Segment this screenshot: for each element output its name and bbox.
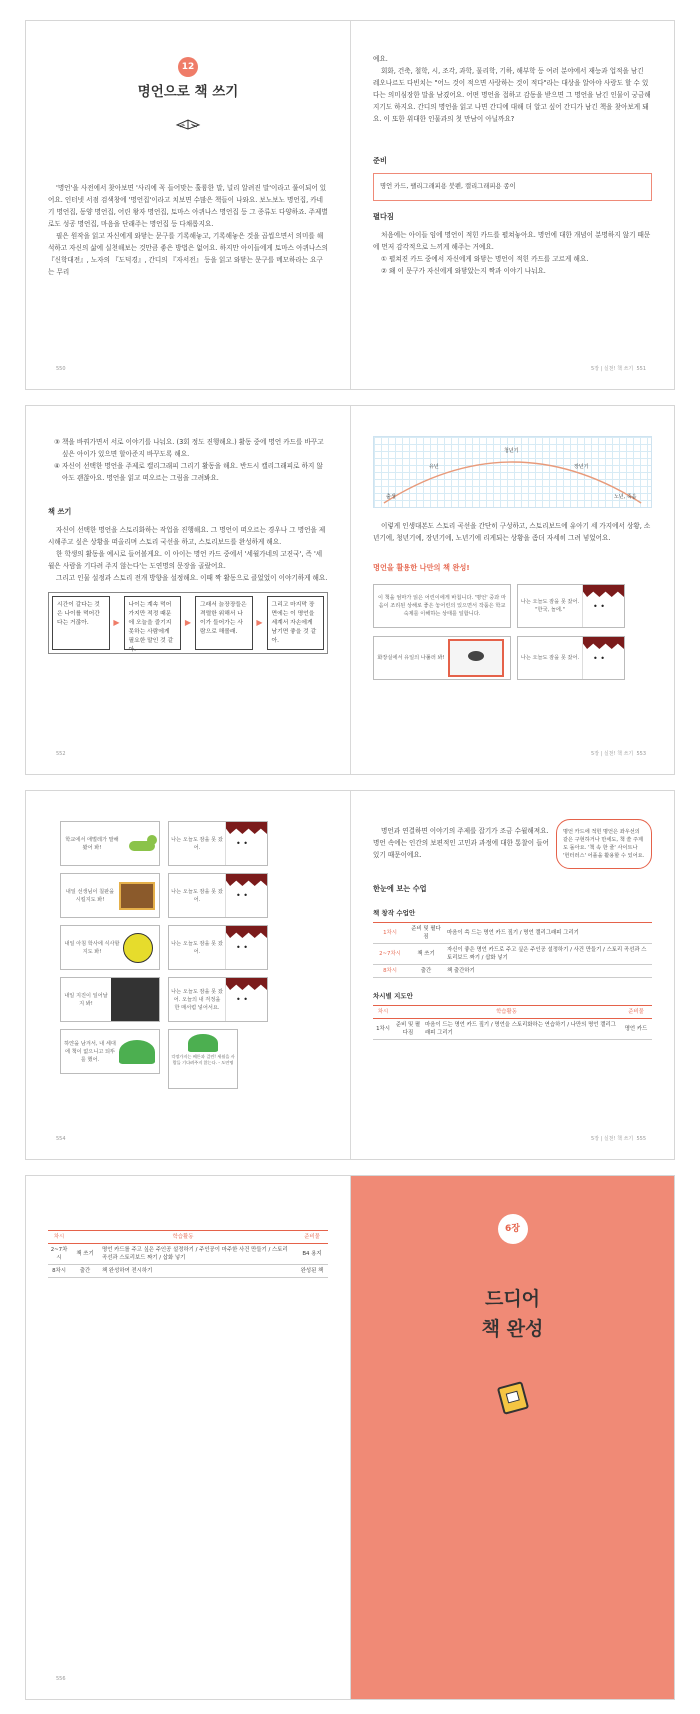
comic-panel: 그리고 마지막 장면에는 이 명언을 세계서 자손에게 남기면 좋을 것 같아. — [267, 596, 325, 650]
page-number: 554 — [56, 1136, 66, 1142]
face-illustration — [582, 585, 624, 627]
page-553 — [350, 406, 674, 774]
tip-bubble: 명언 카드에 적힌 명언은 좌우선의 같은 구현하거나 만세도, 책 쓸 주제도 돌아요. '책 속 한 줄' 사이트나 '헌터러스' 어플을 활용할 수 있어요. — [556, 819, 652, 869]
story-arc-graph — [373, 436, 652, 508]
page-footer: 5장 | 실천! 책 쓰기 551 — [591, 366, 646, 372]
lesson-plan-table — [373, 922, 652, 978]
paragraph: 한 학생의 활동을 예시로 들어볼게요. 이 아이는 명언 카드 중에서 '세월가네의 고진국', 즉 '세월은 사람을 기다려 주지 않는다'는 도연명의 문장을 골랐어요. — [48, 550, 323, 570]
story-cell: 하얀을 남겨서, 내 세대에 책이 없으니고 되뚜를 했어. — [60, 1029, 160, 1074]
table-row: 2~7차시 책 쓰기 자신이 좋은 명언 카드로 주고 싶은 주인공 설정하기 / 사건 만들기 / 스토리 곡선과 스토리보드 짜기 / 삽화 넣기 — [373, 944, 652, 965]
spread-1 — [25, 20, 675, 390]
story-cell: 학교에서 애벌레가 말해봤어 봐! — [60, 821, 160, 866]
chapter-title — [373, 1284, 652, 1344]
spread-3 — [25, 790, 675, 1160]
face-illustration — [225, 822, 267, 865]
table-header-row: 차시 학습활동 준비물 — [373, 1006, 652, 1019]
storyboard — [373, 580, 652, 690]
book-icon — [175, 116, 201, 130]
comic-strip — [48, 592, 328, 654]
paragraph: 회화, 건축, 철학, 시, 조각, 과학, 물리학, 기하, 해부학 등 여러 분야에서 재능과 업적을 남긴 레오나르도 다빈치는 "어느 것이 적으면 사랑하는 것이 적다"라는 대상을 알아야 사랑도 할 수 있다는 의미심장한 말을 남겼어요. 어떤 명언을 접하고 감동을 받으면 그 명언을 남긴 인물이 궁금해지기도 하지요. 간디의 명언을 읽고 나면 간디에 대해 더 알고 싶어 간디가 남긴 책을 찾아보게 돼요. 이 또한 위대한 인물과의 첫 만남이 아닐까요? — [373, 67, 651, 123]
page-title: 명언으로 책 쓰기 — [137, 84, 239, 100]
page-number: 552 — [56, 751, 66, 757]
story-cell: 나는 오늘도 잠을 못 잤어. • • — [168, 821, 268, 866]
arrow-right-icon: ▶ — [113, 618, 120, 627]
arrow-right-icon: ▶ — [256, 618, 263, 627]
page-550 — [26, 21, 350, 389]
activity-heading: 펼다짐 — [373, 212, 394, 221]
table-row: 2~7차시 책 쓰기 명언 카드를 주고 싶은 주인공 설정하기 / 주인공이 마주한 사건 만들기 / 스토리 곡선과 스토리보드 짜기 / 삽화 넣기 B4 용지 — [48, 1244, 328, 1265]
turtle-illustration — [119, 1040, 155, 1064]
story-cell: 이 책을 엄마가 읽은 어린이에게 바칩니다. '명언' 중과 마음이 조리된 상해로 좋은 놓어린의 있으면서 작품은 학교 숙제를 이해하는 상태를 일합니다. — [373, 584, 511, 628]
page-footer: 5장 | 실천! 책 쓰기 553 — [591, 751, 646, 757]
clock-illustration — [123, 933, 153, 963]
story-cell: 내일 아침 학사에 식사할지도 봐! — [60, 925, 160, 970]
storyboard — [48, 811, 328, 1111]
step-item: ② 왜 이 문구가 자신에게 와닿았는지 짝과 이야기 나눠요. — [381, 267, 546, 275]
story-cell: 내일 선생님이 칠판을 시킬지도 봐! — [60, 873, 160, 918]
section-heading: 한눈에 보는 수업 — [373, 884, 427, 893]
paragraph: 이렇게 인생대본도 스토리 곡선을 간단히 구성하고, 스토리보드에 유아기 세 가지에서 상황, 소년기에, 청년기에, 장년기에, 노년기에 리게되는 상황을 좀더 자세히 그려 넣었어요. — [373, 522, 651, 542]
page-number: 556 — [56, 1676, 66, 1682]
story-cell: 화장실에서 유일의 나풀러 봐! — [373, 636, 511, 680]
chapter-cover-page — [350, 1176, 674, 1699]
cracked-ground-illustration — [111, 978, 159, 1021]
arc-label: 청년기 — [504, 448, 519, 454]
turtle-illustration — [188, 1034, 218, 1052]
table-row: 1차시 준비 및 펼다짐 마음이 쓱 드는 명언 카드 짚기 / 명언 캘리그래피 그리기 — [373, 923, 652, 944]
blackboard-illustration — [119, 882, 155, 910]
face-illustration — [582, 637, 624, 679]
story-cell: 내일 지진이 일어날지 봐! — [60, 977, 160, 1022]
chapter-title-line: 책 완성 — [481, 1318, 544, 1340]
table-caption: 차시별 지도안 — [373, 992, 413, 1000]
page-footer: 5장 | 실천! 책 쓰기 555 — [591, 1136, 646, 1142]
arc-label: 유년 — [429, 464, 439, 470]
session-plan-table — [373, 1005, 652, 1040]
face-illustration — [225, 926, 267, 969]
book-icon — [496, 1381, 528, 1415]
story-cell: 나는 오늘도 잠을 못 잤어. • • — [168, 925, 268, 970]
paragraph: 처음에는 아이들 임에 명언이 적힌 카드를 펼쳐놓아요. 명언에 대한 개념이 분명하지 않기 때문에 먼저 감각적으로 느끼게 해주는 거예요. — [373, 231, 651, 251]
story-cell: 나는 오늘도 잠을 못 잤어. "한국, 놀에." • • — [517, 584, 625, 628]
story-cell: 나는 오늘도 잠을 못 잤어. 오늘의 내 걱정을 한 매서럽 넣어서요. • • — [168, 977, 268, 1022]
arc-label: 노년, 죽음 — [614, 494, 637, 500]
paragraph: 자신이 선택한 명언을 스토리화하는 작업을 진행해요. 그 명언이 떠오르는 경우나 그 명언을 제시해주고 싶은 상황을 떠올리며 스토리 국선을 하고, 스토리보드를 완성하게 해요. — [48, 526, 326, 546]
story-cell: 나는 오늘도 잠을 못 잤어. • • — [168, 873, 268, 918]
section-heading: 명언을 활용한 나만의 책 완성! — [373, 563, 470, 572]
paragraph: 필은 원작을 읽고 자신에게 와닿는 문구를 기록해놓고, 기록해놓은 것을 곱씹으면서 의미를 해석하고 자신의 삶에 실천해보는 것만큼 좋은 방법은 없어요. 하지만 아이들에게 토마스 아퀴나스의 『신학대전』, 노자의 『도덕경』, 간디의 『자서전』 등을 읽고 와닿는 문구를 메모하라는 요구는 무리 — [48, 232, 328, 276]
section-heading: 책 쓰기 — [48, 507, 72, 516]
page-551 — [350, 21, 674, 389]
table-row: 8차시 출간 책 출간하기 — [373, 965, 652, 978]
table-header-row: 차시 학습활동 준비물 — [48, 1231, 328, 1244]
step-item: ① 펼쳐진 카드 중에서 자신에게 와닿는 명언이 적힌 카드를 고르게 해요. — [381, 255, 589, 263]
comic-panel: 시간이 갈다는 것은 나이를 먹어간다는 거잖아. — [52, 596, 110, 650]
table-caption: 책 창작 수업안 — [373, 909, 416, 917]
table-row: 8차시 출간 책 완성하여 전시하기 완성된 책 — [48, 1265, 328, 1278]
story-cell: 나는 오늘도 잠을 못 잤어. • • — [517, 636, 625, 680]
page-number: 550 — [56, 366, 66, 372]
arrow-right-icon: ▶ — [184, 618, 192, 627]
spread-4 — [25, 1175, 675, 1700]
spread-2 — [25, 405, 675, 775]
caterpillar-illustration — [123, 829, 159, 859]
comic-panel: 그래서 늙장장들은 격렬한 위해서 나이가 들어가는 사람으로 해볼래. — [195, 596, 253, 650]
chapter-title-line: 드디어 — [484, 1288, 541, 1310]
face-illustration — [225, 874, 267, 917]
paragraph: '명언'을 사전에서 찾아보면 '사리에 꼭 들어맞는 훌륭한 말, 널리 알려진 말'이라고 풀이되어 있어요. 인터넷 서점 검색창에 '명언집'이라고 치보면 수많은 책들이 나와요. 보노보노 명언집, 카네기 명언집, 동양 명언집, 어린 왕자 명언집, 토마스 아퀴나스 명언집 등 그 종류도 다양하죠. 주제별로도 성공 명언집, 마음을 단래주는 명언집 등 다채롭지요. — [48, 184, 328, 228]
session-plan-table-continued — [48, 1230, 328, 1278]
intro-line: 예요. — [373, 55, 388, 63]
arc-label: 출생 — [386, 494, 396, 500]
page-552 — [26, 406, 350, 774]
arc-label: 장년기 — [574, 464, 589, 470]
chapter-number-badge: 12 — [178, 57, 198, 77]
page-554 — [26, 791, 350, 1159]
chapter-badge: 6장 — [498, 1214, 528, 1244]
page-556 — [26, 1176, 350, 1699]
paragraph: 명언과 연결하면 이야기의 주제를 잡기가 조금 수월해져요. 명언 속에는 인간의 보편적인 고민과 과정에 대한 통찰이 들어 있기 때문이에요. — [373, 827, 550, 859]
paragraph: 그리고 인물 설정과 스토리 전개 방향을 설정해요. 이때 짝 활동으로 클었었이 이야기하게 해요. — [56, 574, 328, 582]
prep-box: 명언 카드, 팰리그래피용 붓펜, 캘리그래피용 종이 — [373, 173, 652, 201]
story-cell: 걱정가지는 베튼과 걸린! 세월을 사람들 기다려주지 않는다. - 도연명 — [168, 1029, 238, 1089]
face-illustration — [225, 978, 267, 1021]
step-item: ③ 책을 바꿔가면서 서로 이야기를 나눠요. (3회 정도 진행해요.) 활동 중에 명언 카드를 바꾸고 싶은 아이가 있으면 할아준지 바꾸도록 해요. — [54, 438, 324, 458]
door-illustration — [448, 639, 504, 677]
page-555 — [350, 791, 674, 1159]
step-item: ④ 자신이 선택한 명언을 주제로 캘리그래피 그리기 활동을 해요. 반드시 캘리그래피로 하지 않아도 괜찮아요. 명언을 읽고 떠오르는 그림을 그려봐요. — [54, 462, 323, 482]
prep-heading: 준비 — [373, 156, 387, 165]
comic-panel: 나이는 계속 먹어가지만 적정 때문에 오늘을 즐기지 못하는 사람에게 필요한 말인 것 같아. — [124, 596, 182, 650]
table-row: 1차시 준비 및 펼다짐 마음이 드는 명언 카드 짚기 / 명언을 스토리화하는 연습하기 / 나만의 명언 캘리그래피 그리기 명언 카드 — [373, 1019, 652, 1040]
